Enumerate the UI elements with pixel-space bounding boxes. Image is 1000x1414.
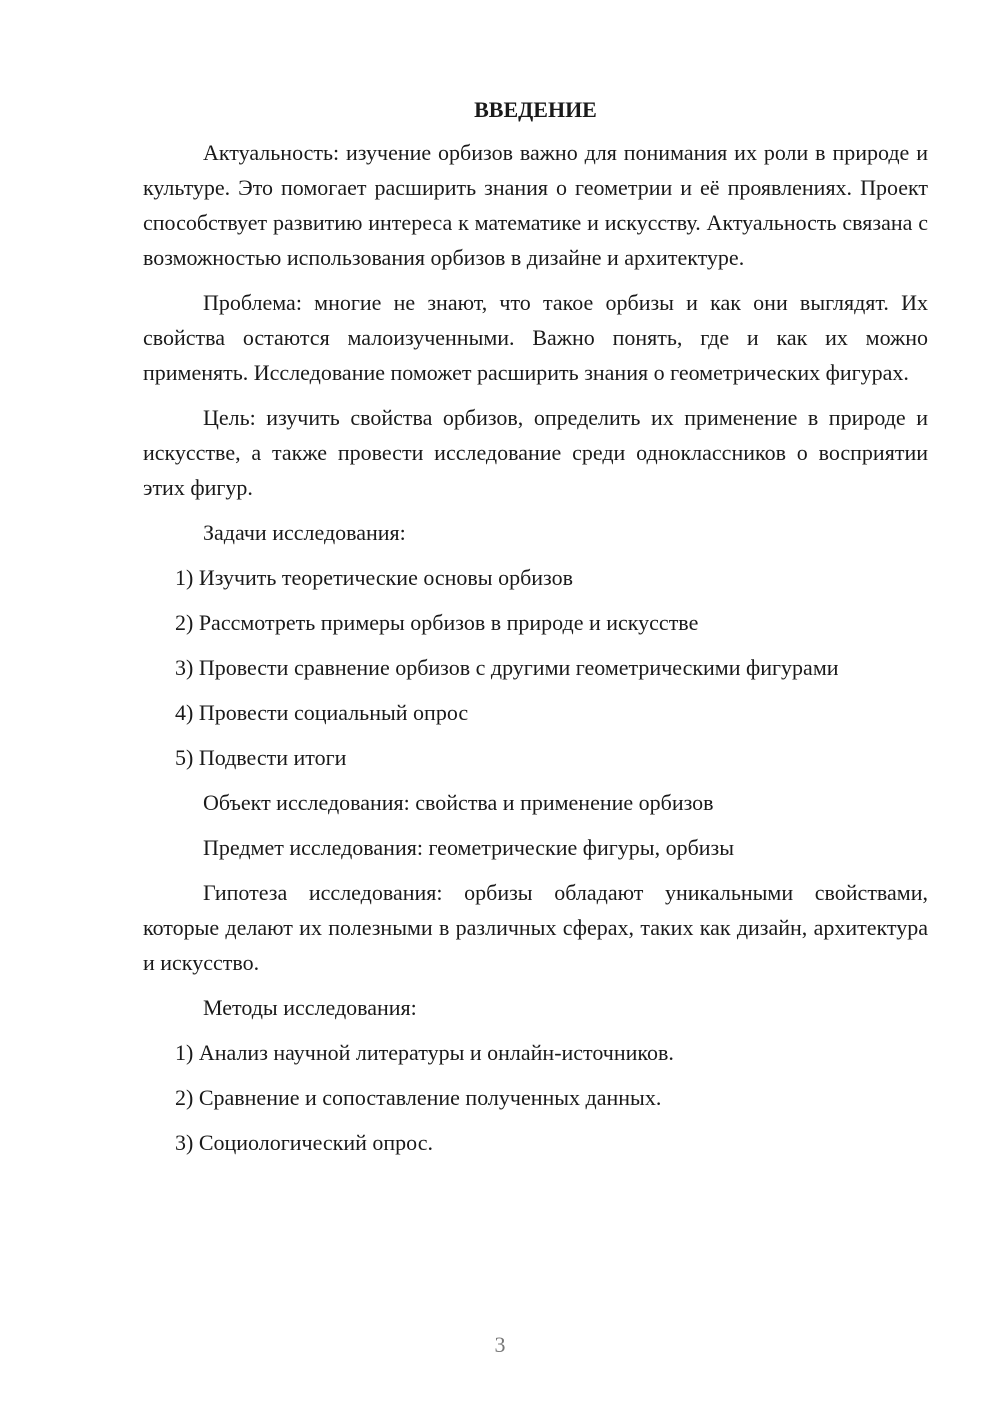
task-item: 1) Изучить теоретические основы орбизов [175,565,573,590]
section-heading: ВВЕДЕНИЕ [474,97,597,122]
methods-title: Методы исследования: [203,995,417,1020]
relevance-paragraph: Актуальность: изучение орбизов важно для понимания их роли в природе и культуре. Это помогает расширить знания о геометрии и её проявлениях. Проект способствует развитию интереса к математике и искусству. Актуальность связана с возможностью использования орбизов в дизайне и архитектуре. [143,140,928,270]
goal-paragraph: Цель: изучить свойства орбизов, определить их применение в природе и искусстве, а также провести исследование среди одноклассников о восприятии этих фигур. [143,405,928,500]
task-item: 2) Рассмотреть примеры орбизов в природе и искусстве [175,610,699,635]
method-item: 1) Анализ научной литературы и онлайн-источников. [175,1040,674,1065]
method-item: 2) Сравнение и сопоставление полученных данных. [175,1085,662,1110]
page-number: 3 [494,1332,506,1357]
task-item: 5) Подвести итоги [175,745,347,770]
tasks-title: Задачи исследования: [203,520,406,545]
hypothesis-paragraph: Гипотеза исследования: орбизы обладают уникальными свойствами, которые делают их полезными в различных сферах, таких как дизайн, архитектура и искусство. [143,880,928,975]
task-item: 4) Провести социальный опрос [175,700,469,725]
document-page [143,92,928,1170]
method-item: 3) Социологический опрос. [175,1130,433,1155]
task-item: 3) Провести сравнение орбизов с другими геометрическими фигурами [175,655,839,680]
research-subject: Предмет исследования: геометрические фигуры, орбизы [203,835,735,860]
research-object: Объект исследования: свойства и применение орбизов [203,790,714,815]
problem-paragraph: Проблема: многие не знают, что такое орбизы и как они выглядят. Их свойства остаются малоизученными. Важно понять, где и как их можно применять. Исследование поможет расширить знания о геометрических фигурах. [143,290,928,385]
